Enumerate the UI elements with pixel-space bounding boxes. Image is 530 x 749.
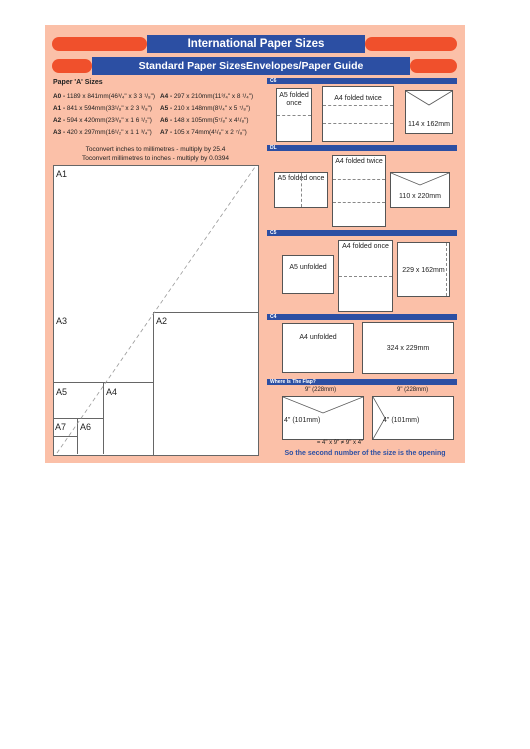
fold-line [333,202,385,203]
c4-size: 324 x 229mm [386,345,430,352]
subtitle-accent-left [52,59,92,73]
a-sizes-heading: Paper 'A' Sizes [53,79,103,86]
c5-section-bar [267,230,457,236]
flap-envelope-long [282,396,364,440]
a4-label: A4 [106,387,118,397]
subtitle-right: Envelopes/Paper Guide [246,60,364,72]
a-size-row: A1 - 841 x 594mm(33¹/₈" x 2 3 ³/₈") [53,105,152,112]
c4-a4-label: A4 unfolded [299,334,337,341]
c6-size: 114 x 162mm [408,121,450,128]
c6-envelope [405,90,453,134]
dl-envelope [390,172,450,208]
flap-side-right-dim: 4" (101mm) [383,417,420,424]
dl-a4-sheet [332,155,386,227]
c4-envelope [362,322,454,374]
dl-section-bar [267,145,457,151]
c6-a4-label: A4 folded twice [334,95,382,102]
envelope-flap-icon [391,173,449,189]
fold-line [277,115,311,116]
fold-line [333,179,385,180]
fold-line [323,123,393,124]
c5-a4-label: A4 folded once [342,243,389,250]
envelope-flap-icon [406,91,452,111]
c6-tag: C6 [270,78,277,84]
fold-line [339,276,392,277]
c4-section-bar [267,314,457,320]
a-size-row: A2 - 594 x 420mm(23³/₈" x 1 6 ¹/₂") [53,117,152,124]
fold-line [301,173,302,207]
c5-envelope [397,242,450,297]
dl-a5-sheet [274,172,328,208]
flap-top-right-dim: 9" (228mm) [397,387,429,393]
c5-a4-sheet [338,240,393,312]
envelope-flap-icon [283,397,363,417]
dl-a5-label: A5 folded once [277,175,325,182]
flap-tag: Where Is The Flap? [270,379,316,385]
dl-a4-label: A4 folded twice [335,158,383,165]
c6-a5-label: A5 folded once [279,92,309,107]
subtitle-bar [92,57,410,75]
flap-side-left-dim: 4" (101mm) [284,417,321,424]
flap-section-bar [267,379,457,385]
c5-a5-label: A5 unfolded [289,264,327,271]
a2-label: A2 [156,316,168,326]
a-size-row: A6 - 148 x 105mm(5⁷/₈" x 4¹/₈") [160,117,249,124]
main-title: International Paper Sizes [147,35,365,53]
title-accent-left [52,37,147,51]
flap-top-left-dim: 9" (228mm) [305,387,337,393]
title-accent-right [365,37,457,51]
convert-note-1: Toconvert inches to millimetres - multiply by 25.4 [85,146,226,153]
a1-label: A1 [56,169,68,179]
c4-tag: C4 [270,314,277,320]
flap-equation: = 4" x 9" ≠ 9" x 4" [316,440,364,446]
c5-a5-sheet [282,255,334,294]
c6-a4-sheet [322,86,394,142]
a-size-row: A0 - 1189 x 841mm(46³/₄" x 3 3 ¹/₈") [53,93,156,100]
subtitle-left: Standard Paper Sizes [138,60,247,72]
a6-label: A6 [80,422,92,432]
fold-line [323,105,393,106]
subtitle-accent-right [410,59,457,73]
flap-envelope-short [372,396,454,440]
flap-note: So the second number of the size is the opening [284,450,446,457]
flap-line [446,243,447,296]
a7-label: A7 [55,422,67,432]
a3-label: A3 [56,316,68,326]
a-size-row: A4 - 297 x 210mm(11³/₄" x 8 ¹/₄") [160,93,254,100]
dl-tag: DL [270,145,277,151]
a-size-row: A7 - 105 x 74mm(4¹/₈" x 2 ⁷/₈") [160,129,247,136]
c5-tag: C5 [270,230,277,236]
a-size-row: A3 - 420 x 297mm(16¹/₂" x 1 1 ³/₄") [53,129,152,136]
c6-section-bar [267,78,457,84]
c6-a5-sheet [276,88,312,142]
c4-a4-sheet [282,323,354,373]
a5-label: A5 [56,387,68,397]
c5-size: 229 x 162mm [402,267,445,274]
dl-size: 110 x 220mm [399,193,441,200]
diagonal-dashed-line [53,165,258,455]
convert-note-2: Toconvert millimetres to inches - multiply by 0.0394 [81,155,230,162]
a-size-row: A5 - 210 x 148mm(8¹/₄" x 5 ⁷/₈") [160,105,251,112]
